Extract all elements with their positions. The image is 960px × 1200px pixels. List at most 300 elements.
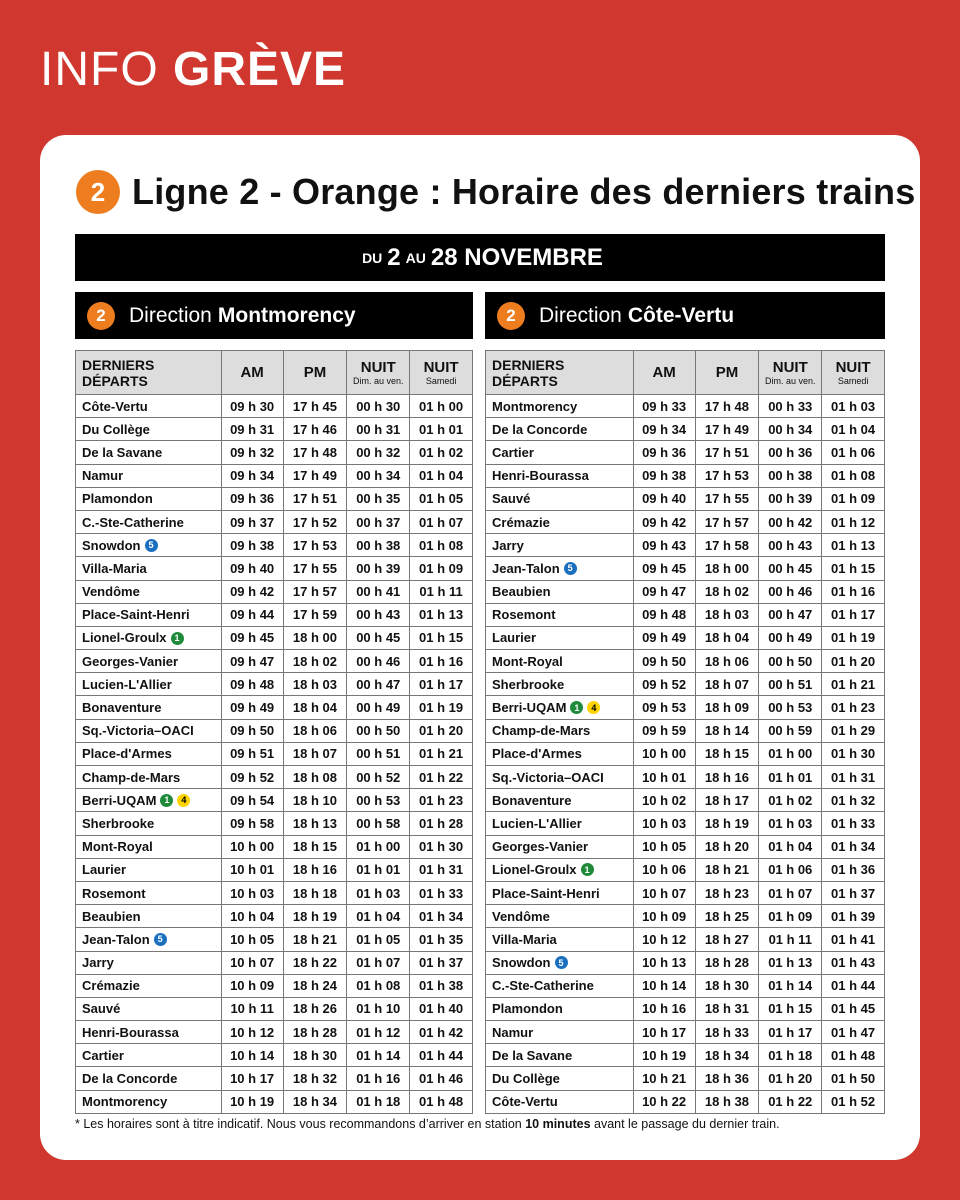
time-nuit-weekday-cell: 00 h 43 [759,534,822,557]
time-pm-cell: 18 h 22 [283,951,347,974]
time-nuit-weekday-cell: 00 h 59 [759,719,822,742]
time-nuit-saturday-cell: 01 h 35 [410,928,473,951]
station-cell [486,603,634,626]
time-am-cell: 10 h 03 [633,812,695,835]
time-nuit-saturday-cell: 01 h 02 [410,441,473,464]
time-nuit-saturday-cell: 01 h 52 [822,1090,885,1113]
table-row [76,580,473,603]
col-header-station: DERNIERS DÉPARTS [486,351,634,395]
station-name: Villa-Maria [82,560,147,576]
time-pm-cell: 18 h 21 [283,928,347,951]
schedule-table-cote-vertu [485,350,885,1114]
time-nuit-saturday-cell: 01 h 11 [410,580,473,603]
time-nuit-weekday-cell: 00 h 50 [759,650,822,673]
time-nuit-saturday-cell: 01 h 43 [822,951,885,974]
time-nuit-weekday-cell: 01 h 20 [759,1067,822,1090]
station-name: C.-Ste-Catherine [492,978,594,994]
station-name: Bonaventure [82,700,162,716]
time-am-cell: 09 h 30 [221,395,283,418]
col-header-nuit: NUIT [423,358,459,376]
time-pm-cell: 18 h 00 [283,626,347,649]
time-am-cell: 10 h 13 [633,951,695,974]
time-nuit-saturday-cell: 01 h 08 [410,534,473,557]
time-am-cell: 09 h 47 [221,650,283,673]
time-am-cell: 09 h 38 [633,464,695,487]
time-am-cell: 09 h 52 [221,766,283,789]
time-am-cell: 10 h 16 [633,997,695,1020]
time-nuit-weekday-cell: 00 h 46 [759,580,822,603]
station-cell [76,395,222,418]
time-pm-cell: 18 h 08 [283,766,347,789]
time-nuit-saturday-cell: 01 h 42 [410,1021,473,1044]
time-pm-cell: 18 h 03 [695,603,759,626]
station-name: Georges-Vanier [82,653,179,669]
time-pm-cell: 18 h 03 [283,673,347,696]
col-header-nuit-saturday [822,351,885,395]
line-1-icon: 1 [581,863,594,876]
station-name: Cartier [82,1047,124,1063]
time-nuit-saturday-cell: 01 h 32 [822,789,885,812]
time-nuit-weekday-cell: 01 h 04 [759,835,822,858]
time-nuit-saturday-cell: 01 h 13 [822,534,885,557]
col-header-pm: PM [283,351,347,395]
time-pm-cell: 18 h 04 [283,696,347,719]
station-name: De la Concorde [492,421,588,437]
station-name: Laurier [492,630,537,646]
time-nuit-weekday-cell: 01 h 17 [759,1021,822,1044]
time-nuit-weekday-cell: 00 h 34 [759,418,822,441]
time-nuit-saturday-cell: 01 h 31 [822,766,885,789]
station-name: C.-Ste-Catherine [82,514,184,530]
time-pm-cell: 18 h 17 [695,789,759,812]
table-row [76,395,473,418]
station-cell [486,742,634,765]
time-pm-cell: 17 h 57 [695,510,759,533]
table-row [76,766,473,789]
station-name: Rosemont [492,607,556,623]
station-cell [76,997,222,1020]
table-row [486,557,885,580]
time-am-cell: 09 h 58 [221,812,283,835]
time-nuit-weekday-cell: 01 h 03 [347,881,410,904]
time-nuit-weekday-cell: 00 h 33 [759,395,822,418]
table-row [76,812,473,835]
station-cell [486,395,634,418]
station-name: Montmorency [492,398,578,414]
table-row [76,557,473,580]
station-name: Vendôme [492,908,550,924]
time-nuit-saturday-cell: 01 h 01 [410,418,473,441]
station-cell [76,789,222,812]
table-row [76,650,473,673]
station-cell [76,418,222,441]
station-name: Plamondon [82,491,153,507]
time-pm-cell: 18 h 26 [283,997,347,1020]
page-title [76,169,915,215]
table-row [76,534,473,557]
table-row [486,905,885,928]
time-nuit-weekday-cell: 01 h 14 [759,974,822,997]
time-nuit-saturday-cell: 01 h 21 [410,742,473,765]
table-row [486,395,885,418]
station-name: Henri-Bourassa [82,1024,179,1040]
time-nuit-weekday-cell: 00 h 52 [347,766,410,789]
col-header-nuit-weekday [347,351,410,395]
station-cell [76,510,222,533]
table-row [486,881,885,904]
table-row [76,603,473,626]
station-cell [486,1067,634,1090]
time-am-cell: 09 h 42 [221,580,283,603]
table-row [76,928,473,951]
station-name: Villa-Maria [492,931,557,947]
time-nuit-saturday-cell: 01 h 48 [410,1090,473,1113]
time-pm-cell: 18 h 30 [283,1044,347,1067]
station-name: Place-Saint-Henri [492,885,600,901]
time-nuit-saturday-cell: 01 h 45 [822,997,885,1020]
station-name: Crémazie [492,514,550,530]
time-pm-cell: 17 h 59 [283,603,347,626]
line-2-icon: 2 [76,170,120,214]
time-nuit-saturday-cell: 01 h 50 [822,1067,885,1090]
station-cell [76,626,222,649]
station-cell [486,928,634,951]
time-nuit-weekday-cell: 01 h 01 [347,858,410,881]
time-pm-cell: 17 h 53 [695,464,759,487]
time-nuit-saturday-cell: 01 h 23 [822,696,885,719]
station-name: Champ-de-Mars [492,723,591,739]
time-nuit-weekday-cell: 00 h 43 [347,603,410,626]
station-name: Mont-Royal [82,839,153,855]
station-cell [486,835,634,858]
station-cell [486,534,634,557]
header [40,40,346,100]
table-header-row [76,351,473,395]
time-pm-cell: 18 h 14 [695,719,759,742]
time-pm-cell: 18 h 15 [695,742,759,765]
time-nuit-saturday-cell: 01 h 17 [822,603,885,626]
time-pm-cell: 18 h 18 [283,881,347,904]
line-1-icon: 1 [160,794,173,807]
time-nuit-weekday-cell: 00 h 46 [347,650,410,673]
time-am-cell: 10 h 09 [633,905,695,928]
time-nuit-saturday-cell: 01 h 34 [822,835,885,858]
time-nuit-weekday-cell: 01 h 05 [347,928,410,951]
time-am-cell: 10 h 11 [221,997,283,1020]
station-name: Crémazie [82,978,140,994]
col-header-nuit-weekday [759,351,822,395]
time-pm-cell: 18 h 25 [695,905,759,928]
station-cell [486,719,634,742]
time-nuit-saturday-cell: 01 h 09 [822,487,885,510]
table-row [486,1090,885,1113]
time-pm-cell: 18 h 19 [283,905,347,928]
time-pm-cell: 18 h 02 [695,580,759,603]
date-au: AU [405,249,426,266]
time-pm-cell: 18 h 34 [695,1044,759,1067]
time-pm-cell: 18 h 16 [283,858,347,881]
title-text: Ligne 2 - Orange : Horaire des derniers trains [132,171,916,212]
time-nuit-weekday-cell: 01 h 11 [759,928,822,951]
table-row [486,928,885,951]
time-am-cell: 09 h 40 [221,557,283,580]
time-am-cell: 09 h 34 [221,464,283,487]
time-am-cell: 09 h 50 [221,719,283,742]
station-cell [486,1090,634,1113]
time-nuit-saturday-cell: 01 h 19 [822,626,885,649]
time-pm-cell: 18 h 06 [283,719,347,742]
time-am-cell: 10 h 19 [221,1090,283,1113]
table-row [486,1067,885,1090]
station-cell [486,1021,634,1044]
station-cell [76,1090,222,1113]
time-am-cell: 09 h 49 [633,626,695,649]
station-name: Rosemont [82,885,146,901]
line-5-icon: 5 [564,562,577,575]
station-cell [486,766,634,789]
time-am-cell: 09 h 37 [221,510,283,533]
col-header-nuit: NUIT [772,358,808,376]
time-nuit-weekday-cell: 01 h 14 [347,1044,410,1067]
time-nuit-weekday-cell: 01 h 18 [347,1090,410,1113]
time-pm-cell: 18 h 00 [695,557,759,580]
time-nuit-weekday-cell: 00 h 50 [347,719,410,742]
table-row [76,487,473,510]
station-cell [486,789,634,812]
time-am-cell: 09 h 51 [221,742,283,765]
time-nuit-saturday-cell: 01 h 12 [822,510,885,533]
col-header-nuit: NUIT [835,358,871,376]
time-nuit-saturday-cell: 01 h 15 [822,557,885,580]
table-row [76,673,473,696]
time-pm-cell: 17 h 45 [283,395,347,418]
time-am-cell: 10 h 07 [633,881,695,904]
station-cell [486,441,634,464]
table-row [486,441,885,464]
time-nuit-saturday-cell: 01 h 44 [410,1044,473,1067]
footnote-bold: 10 minutes [525,1117,591,1131]
time-nuit-saturday-cell: 01 h 17 [410,673,473,696]
col-header-am: AM [633,351,695,395]
time-pm-cell: 18 h 20 [695,835,759,858]
station-cell [76,881,222,904]
station-cell [486,997,634,1020]
header-greve: GRÈVE [173,43,347,96]
table-row [486,510,885,533]
station-name: Georges-Vanier [492,839,589,855]
time-nuit-saturday-cell: 01 h 41 [822,928,885,951]
line-5-icon: 5 [555,956,568,969]
time-nuit-saturday-cell: 01 h 05 [410,487,473,510]
col-header-pm: PM [695,351,759,395]
time-nuit-weekday-cell: 01 h 00 [347,835,410,858]
time-pm-cell: 18 h 24 [283,974,347,997]
station-name: Jean-Talon [492,560,560,576]
time-nuit-weekday-cell: 00 h 31 [347,418,410,441]
footnote-text-after: avant le passage du dernier train. [590,1117,780,1131]
table-row [76,789,473,812]
time-nuit-weekday-cell: 00 h 49 [759,626,822,649]
station-name: Place-d'Armes [492,746,582,762]
station-name: Laurier [82,862,127,878]
date-start: 2 [387,243,401,271]
time-am-cell: 09 h 42 [633,510,695,533]
col-header-nuit-saturday [410,351,473,395]
time-nuit-weekday-cell: 00 h 39 [347,557,410,580]
col-header-nuit-sub: Samedi [837,375,869,386]
table-row [486,766,885,789]
time-nuit-saturday-cell: 01 h 29 [822,719,885,742]
station-cell [76,835,222,858]
table-row [486,534,885,557]
station-cell [76,696,222,719]
table-row [486,580,885,603]
time-am-cell: 10 h 00 [221,835,283,858]
time-nuit-saturday-cell: 01 h 07 [410,510,473,533]
time-nuit-weekday-cell: 00 h 38 [759,464,822,487]
time-nuit-saturday-cell: 01 h 04 [410,464,473,487]
time-pm-cell: 18 h 06 [695,650,759,673]
time-pm-cell: 18 h 31 [695,997,759,1020]
table-row [76,951,473,974]
station-cell [76,673,222,696]
time-nuit-saturday-cell: 01 h 06 [822,441,885,464]
time-pm-cell: 18 h 36 [695,1067,759,1090]
time-pm-cell: 17 h 48 [283,441,347,464]
time-pm-cell: 17 h 53 [283,534,347,557]
station-cell [76,441,222,464]
line-2-icon: 2 [87,302,115,330]
time-nuit-weekday-cell: 00 h 32 [347,441,410,464]
time-pm-cell: 18 h 09 [695,696,759,719]
time-nuit-saturday-cell: 01 h 37 [822,881,885,904]
time-pm-cell: 17 h 52 [283,510,347,533]
time-nuit-weekday-cell: 00 h 41 [347,580,410,603]
station-name: Du Collège [492,1071,560,1087]
station-name: Mont-Royal [492,653,563,669]
time-pm-cell: 17 h 55 [283,557,347,580]
time-am-cell: 10 h 12 [633,928,695,951]
table-row [486,696,885,719]
station-cell [486,858,634,881]
time-nuit-weekday-cell: 01 h 03 [759,812,822,835]
time-nuit-weekday-cell: 01 h 22 [759,1090,822,1113]
station-cell [76,742,222,765]
station-cell [76,1044,222,1067]
station-cell [76,650,222,673]
station-cell [486,812,634,835]
station-name: Sq.-Victoria–OACI [82,723,194,739]
table-row [76,510,473,533]
footnote [75,1117,780,1131]
time-nuit-weekday-cell: 01 h 18 [759,1044,822,1067]
station-cell [486,673,634,696]
station-name: Place-Saint-Henri [82,607,190,623]
time-nuit-saturday-cell: 01 h 28 [410,812,473,835]
time-nuit-weekday-cell: 00 h 45 [347,626,410,649]
time-nuit-saturday-cell: 01 h 30 [822,742,885,765]
time-am-cell: 09 h 33 [633,395,695,418]
direction-name: Côte-Vertu [627,303,735,327]
time-am-cell: 10 h 14 [633,974,695,997]
col-header-station: DERNIERS DÉPARTS [76,351,222,395]
time-pm-cell: 18 h 16 [695,766,759,789]
station-name: Namur [82,468,124,484]
station-name: Plamondon [492,1001,563,1017]
station-cell [486,626,634,649]
time-nuit-saturday-cell: 01 h 16 [822,580,885,603]
time-nuit-saturday-cell: 01 h 20 [410,719,473,742]
station-name: De la Concorde [82,1071,178,1087]
table-header-row [486,351,885,395]
time-nuit-saturday-cell: 01 h 40 [410,997,473,1020]
table-row [486,603,885,626]
col-header-nuit-sub: Dim. au ven. [352,375,404,386]
time-pm-cell: 18 h 19 [695,812,759,835]
station-name: Côte-Vertu [492,1094,558,1110]
time-pm-cell: 18 h 10 [283,789,347,812]
time-nuit-weekday-cell: 01 h 12 [347,1021,410,1044]
time-nuit-saturday-cell: 01 h 39 [822,905,885,928]
col-header-nuit-sub: Dim. au ven. [764,375,816,386]
table-row [76,881,473,904]
line-4-icon: 4 [587,701,600,714]
station-cell [486,905,634,928]
station-cell [76,905,222,928]
station-name: Jarry [82,955,114,971]
time-nuit-saturday-cell: 01 h 22 [410,766,473,789]
station-name: Sauvé [82,1001,121,1017]
table-row [486,789,885,812]
table-row [76,441,473,464]
time-pm-cell: 18 h 27 [695,928,759,951]
station-name: Snowdon [82,537,141,553]
station-name: Snowdon [492,955,551,971]
time-nuit-saturday-cell: 01 h 30 [410,835,473,858]
time-nuit-weekday-cell: 00 h 39 [759,487,822,510]
time-nuit-weekday-cell: 00 h 53 [759,696,822,719]
time-nuit-weekday-cell: 00 h 45 [759,557,822,580]
time-am-cell: 09 h 36 [221,487,283,510]
time-am-cell: 10 h 05 [221,928,283,951]
table-row [76,974,473,997]
time-pm-cell: 18 h 04 [695,626,759,649]
time-nuit-saturday-cell: 01 h 34 [410,905,473,928]
station-cell [76,951,222,974]
time-nuit-saturday-cell: 01 h 08 [822,464,885,487]
station-name: Bonaventure [492,792,572,808]
table-row [76,858,473,881]
time-pm-cell: 18 h 15 [283,835,347,858]
station-name: Vendôme [82,584,140,600]
station-cell [486,1044,634,1067]
table-row [486,742,885,765]
table-row [76,418,473,441]
time-am-cell: 09 h 31 [221,418,283,441]
schedule-card [40,135,920,1160]
station-cell [76,464,222,487]
table-row [486,650,885,673]
time-nuit-saturday-cell: 01 h 46 [410,1067,473,1090]
table-row [76,626,473,649]
station-name: Jean-Talon [82,931,150,947]
schedule-table-montmorency [75,350,473,1114]
time-pm-cell: 18 h 28 [695,951,759,974]
table-row [486,487,885,510]
station-cell [486,557,634,580]
col-header-nuit-sub: Samedi [425,375,457,386]
table-row [486,951,885,974]
